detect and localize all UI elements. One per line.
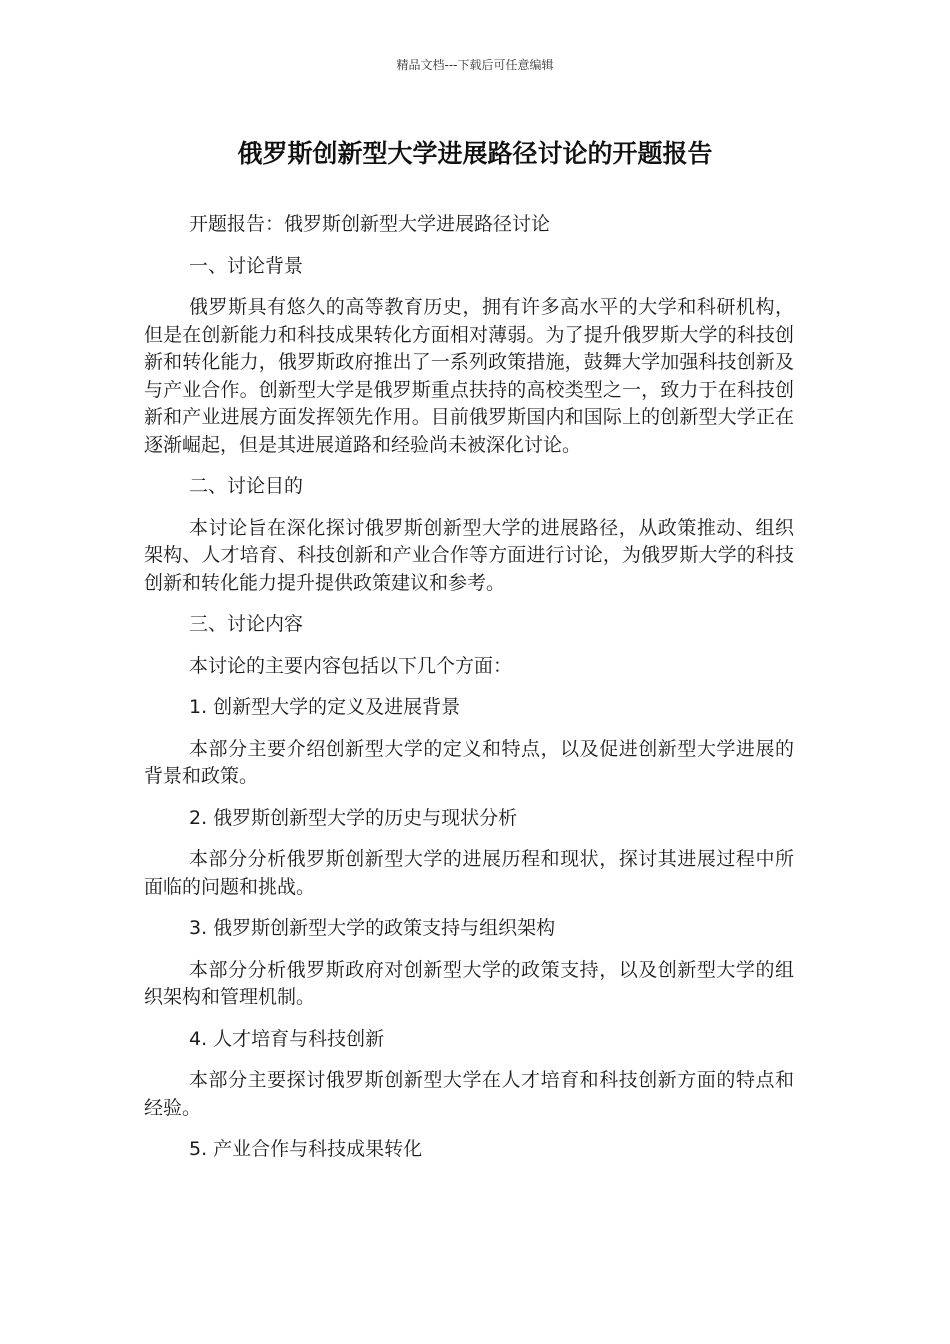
subsection-paragraph-4: 本部分主要探讨俄罗斯创新型大学在人才培育和科技创新方面的特点和经验。 [144, 1069, 794, 1119]
content-intro-paragraph: 本讨论的主要内容包括以下几个方面： [189, 654, 513, 677]
subsection-paragraph-3: 本部分分析俄罗斯政府对创新型大学的政策支持，以及创新型大学的组织架构和管理机制。 [144, 958, 794, 1008]
document-title: 俄罗斯创新型大学进展路径讨论的开题报告 [237, 139, 713, 168]
document-body [144, 211, 794, 1178]
section-heading-content: 三、讨论内容 [189, 613, 304, 635]
section-heading-background: 一、讨论背景 [189, 254, 304, 277]
subsection-heading-1: 1. 创新型大学的定义及进展背景 [189, 696, 461, 718]
header-note: 精品文档---下载后可任意编辑 [396, 58, 554, 72]
background-paragraph: 俄罗斯具有悠久的高等教育历史，拥有许多高水平的大学和科研机构，但是在创新能力和科技成果转化方面相对薄弱。为了提升俄罗斯大学的科技创新和转化能力，俄罗斯政府推出了一系列政策措施，鼓舞大学加强科技创新及与产业合作。创新型大学是俄罗斯重点扶持的高校类型之一，致力于在科技创新和产业进展方面发挥领先作用。目前俄罗斯国内和国际上的创新型大学正在逐渐崛起，但是其进展道路和经验尚未被深化讨论。 [144, 296, 794, 456]
section-heading-purpose: 二、讨论目的 [189, 475, 304, 497]
subsection-paragraph-2: 本部分分析俄罗斯创新型大学的进展历程和现状，探讨其进展过程中所面临的问题和挑战。 [144, 848, 794, 898]
subsection-paragraph-1: 本部分主要介绍创新型大学的定义和特点，以及促进创新型大学进展的背景和政策。 [144, 737, 794, 787]
report-subject-line: 开题报告：俄罗斯创新型大学进展路径讨论 [189, 213, 551, 235]
subsection-heading-3: 3. 俄罗斯创新型大学的政策支持与组织架构 [189, 917, 556, 939]
subsection-heading-4: 4. 人才培育与科技创新 [189, 1027, 385, 1050]
subsection-heading-2: 2. 俄罗斯创新型大学的历史与现状分析 [189, 806, 518, 829]
subsection-heading-5: 5. 产业合作与科技成果转化 [189, 1138, 423, 1160]
purpose-paragraph: 本讨论旨在深化探讨俄罗斯创新型大学的进展路径，从政策推动、组织架构、人才培育、科技创新和产业合作等方面进行讨论，为俄罗斯大学的科技创新和转化能力提升提供政策建议和参考。 [144, 516, 794, 594]
